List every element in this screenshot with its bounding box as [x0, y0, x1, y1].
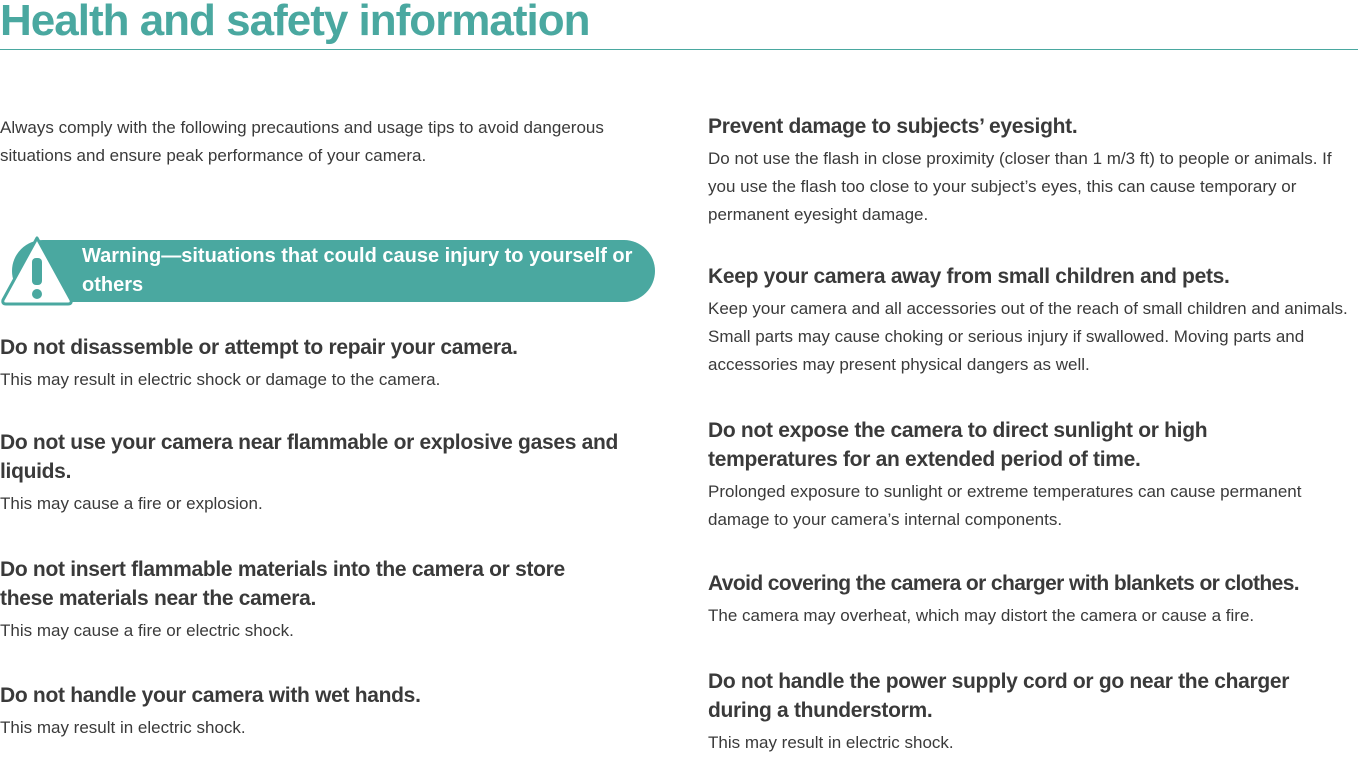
precaution-body: The camera may overheat, which may distort the camera or cause a fire.: [708, 606, 1255, 625]
precaution-body: This may cause a fire or electric shock.: [0, 621, 294, 640]
precaution-item: [0, 333, 640, 394]
precaution-item: [0, 681, 640, 742]
title-divider: [0, 49, 1358, 50]
intro-text: Always comply with the following precautions and usage tips to avoid dangerous situations and ensure peak performance of your camera.: [0, 118, 604, 165]
precaution-heading: Do not handle your camera with wet hands.: [0, 684, 421, 707]
precaution-heading: Avoid covering the camera or charger with blankets or clothes.: [708, 572, 1300, 595]
precaution-item: [0, 428, 620, 518]
page-title: Health and safety information: [0, 0, 590, 45]
precaution-heading: Prevent damage to subjects’ eyesight.: [708, 115, 1078, 138]
precaution-body: This may cause a fire or explosion.: [0, 494, 263, 513]
precaution-heading: Do not handle the power supply cord or go near the charger during a thunderstorm.: [708, 670, 1290, 722]
precaution-heading: Keep your camera away from small children and pets.: [708, 265, 1230, 288]
precaution-heading: Do not disassemble or attempt to repair your camera.: [0, 336, 518, 359]
precaution-item: [708, 667, 1338, 757]
precaution-body: Prolonged exposure to sunlight or extreme temperatures can cause permanent damage to your camera’s internal components.: [708, 482, 1302, 529]
precaution-heading: Do not use your camera near flammable or explosive gases and liquids.: [0, 431, 619, 483]
warning-triangle-icon: [0, 234, 74, 306]
precaution-body: This may result in electric shock.: [0, 718, 246, 737]
precaution-item: [708, 262, 1356, 379]
precaution-body: This may result in electric shock or damage to the camera.: [0, 370, 441, 389]
precaution-item: [0, 555, 620, 645]
precaution-heading: Do not insert flammable materials into the camera or store these materials near the camera.: [0, 558, 565, 610]
precaution-item: [708, 569, 1358, 630]
precaution-body: This may result in electric shock.: [708, 733, 954, 752]
precaution-heading: Do not expose the camera to direct sunlight or high temperatures for an extended period of time.: [708, 419, 1208, 471]
precaution-item: [708, 112, 1353, 229]
precaution-item: [708, 416, 1308, 534]
warning-label: Warning—situations that could cause injury to yourself or others: [82, 245, 633, 296]
precaution-body: Keep your camera and all accessories out of the reach of small children and animals. Small parts may cause choking or serious injury if swallowed. Moving parts and accessories may present physical dangers as well.: [708, 299, 1348, 374]
precaution-body: Do not use the flash in close proximity (closer than 1 m/3 ft) to people or animals. If you use the flash too close to your subject’s eyes, this can cause temporary or permanent eyesight damage.: [708, 149, 1332, 224]
